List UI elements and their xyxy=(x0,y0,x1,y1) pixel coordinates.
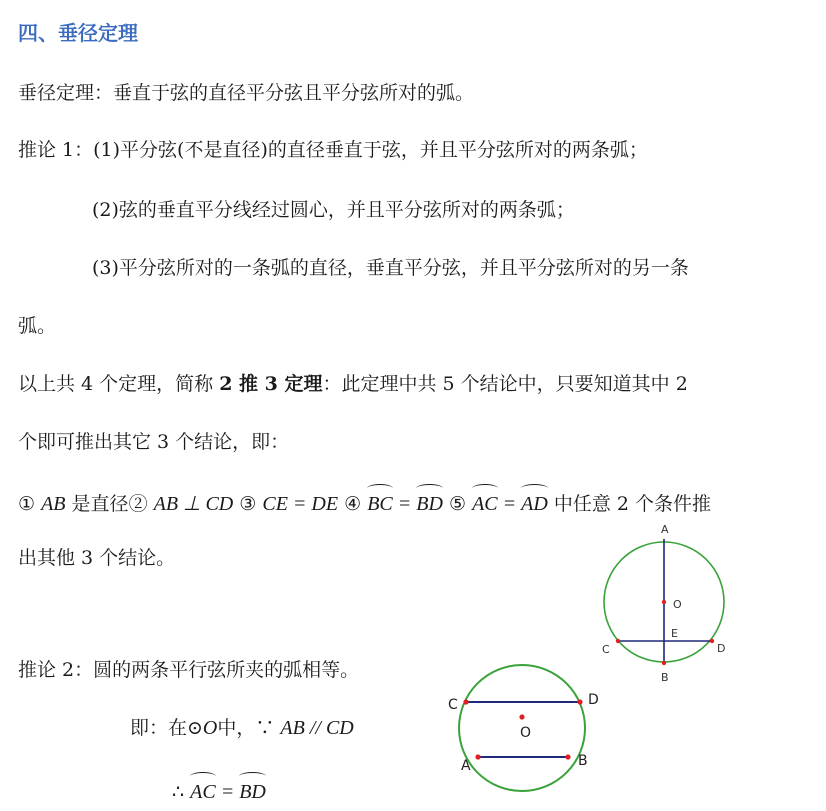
point-b-2 xyxy=(565,754,570,759)
corollary1-part3-cont: 弧。 xyxy=(18,315,57,337)
summary-pre: 以上共 4 个定理，简称 xyxy=(18,373,220,395)
cond-5-arc-ac: AC xyxy=(472,487,498,517)
cond-3-math: CE = DE xyxy=(262,493,339,515)
therefore-line xyxy=(172,775,266,805)
point-c-2 xyxy=(463,699,468,704)
cond-4-marker: ④ xyxy=(338,493,368,515)
cond-5-eq: = xyxy=(497,493,522,515)
therefore-eq: = xyxy=(215,781,240,803)
corollary2-text: 推论 2：圆的两条平行弦所夹的弧相等。 xyxy=(18,659,360,681)
label-b: B xyxy=(661,671,669,684)
point-d xyxy=(710,639,714,643)
ji-mid: 中，∵ xyxy=(217,717,281,739)
point-b xyxy=(662,661,666,665)
ji-o: O xyxy=(202,717,218,739)
cond-1-math: AB xyxy=(41,493,66,515)
cond-2-marker: ② xyxy=(128,493,154,515)
ji-line xyxy=(130,715,354,741)
therefore-symbol: ∴ xyxy=(172,781,191,803)
label-b-2: B xyxy=(578,753,588,769)
label-c-2: C xyxy=(448,697,458,713)
point-o-2 xyxy=(519,714,524,719)
conditions-line xyxy=(18,487,711,517)
therefore-arc-ac: AC xyxy=(190,775,216,805)
label-a-2: A xyxy=(461,758,471,774)
summary-post: ：此定理中共 5 个结论中，只要知道其中 2 xyxy=(322,373,688,395)
ji-pre: 即：在⊙ xyxy=(130,717,203,739)
cond-4-eq: = xyxy=(392,493,417,515)
conclusion-text: 出其他 3 个结论。 xyxy=(18,547,176,569)
cond-5-arc-ad: AD xyxy=(521,487,548,517)
therefore-arc-bd: BD xyxy=(239,775,266,805)
summary-text xyxy=(18,371,688,397)
cond-2-math: AB ⊥ CD xyxy=(153,493,234,515)
theorem-text: 垂径定理：垂直于弦的直径平分弦且平分弦所对的弧。 xyxy=(18,82,475,104)
label-o: O xyxy=(673,598,682,611)
section-heading: 四、垂径定理 xyxy=(18,21,138,45)
cond-4-arc-bc: BC xyxy=(367,487,393,517)
cond-1-marker: ① xyxy=(18,493,42,515)
point-a-2 xyxy=(475,754,480,759)
corollary1-part1: 推论 1：(1)平分弦(不是直径)的直径垂直于弦，并且平分弦所对的两条弧； xyxy=(18,139,648,161)
label-d: D xyxy=(717,642,726,655)
summary-name: 2 推 3 定理 xyxy=(219,373,323,395)
diagram-parallel-chords xyxy=(440,648,615,808)
summary-text-2: 个即可推出其它 3 个结论，即： xyxy=(18,431,290,453)
corollary1-part3: (3)平分弦所对的一条弧的直径，垂直平分弦，并且平分弦所对的另一条 xyxy=(92,257,689,279)
cond-1-text: 是直径 xyxy=(65,493,129,515)
corollary1-part2: (2)弦的垂直平分线经过圆心，并且平分弦所对的两条弧； xyxy=(92,199,575,221)
point-o xyxy=(662,600,666,604)
label-c: C xyxy=(602,643,610,656)
label-d-2: D xyxy=(588,692,599,708)
label-e: E xyxy=(671,627,678,640)
cond-4-arc-bd: BD xyxy=(416,487,443,517)
ji-math: AB // CD xyxy=(280,717,354,739)
conditions-tail: 中任意 2 个条件推 xyxy=(547,493,712,515)
label-a: A xyxy=(661,523,669,536)
point-c xyxy=(616,639,620,643)
cond-5-marker: ⑤ xyxy=(442,493,473,515)
cond-3-marker: ③ xyxy=(233,493,263,515)
point-d-2 xyxy=(577,699,582,704)
label-o-2: O xyxy=(520,725,532,741)
